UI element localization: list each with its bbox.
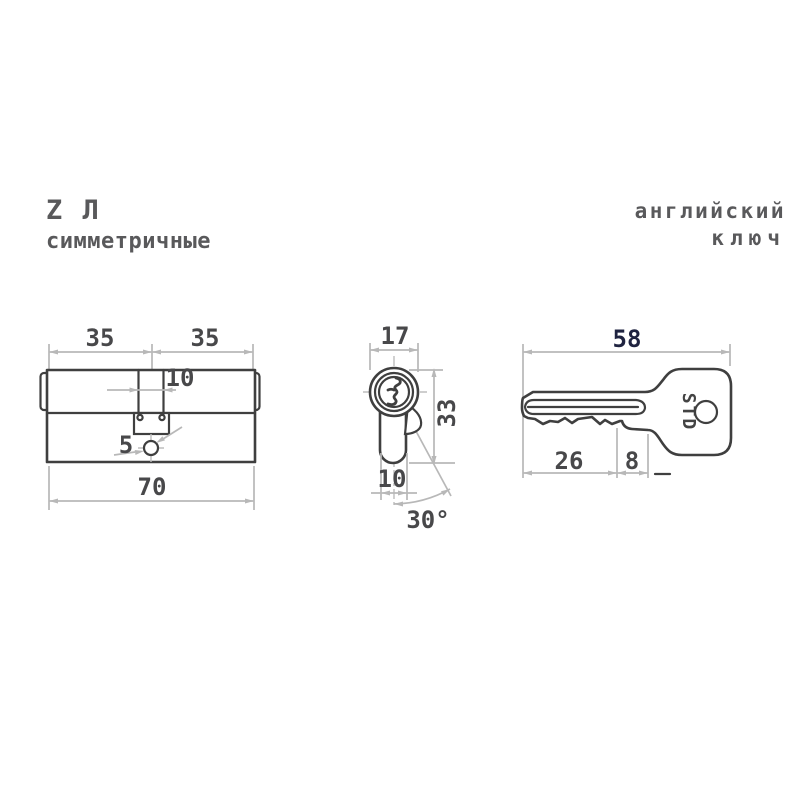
series-code: Z Л (46, 195, 101, 226)
dim-height: 33 (433, 398, 461, 428)
cylinder-side-view (30, 320, 270, 535)
key-stamp: STD (678, 392, 699, 432)
cylinder-side-dimensions-bottom (49, 466, 254, 510)
dim-diameter: 17 (380, 322, 410, 350)
dim-key-total-length: 58 (612, 325, 642, 353)
dim-cam-slot-width: 10 (165, 364, 195, 392)
dim-shoulder: 8 (624, 447, 640, 475)
key-type-line2: ключ (711, 226, 786, 250)
cylinder-side-dimensions-top (49, 324, 253, 371)
dim-blade-length: 26 (554, 447, 584, 475)
dim-body-width: 10 (377, 465, 407, 493)
key-dim-bottom (523, 428, 670, 478)
series-subtitle: симметричные (46, 229, 211, 254)
key-view (510, 320, 800, 495)
fixing-screw-hole (144, 441, 158, 455)
key-type-line1: английский (634, 199, 786, 223)
dim-total-length: 70 (137, 473, 167, 501)
dim-screw-hole: 5 (118, 431, 134, 459)
series-title-block (46, 197, 211, 253)
dim-left-half: 35 (85, 324, 115, 352)
cylinder-plug-outer-ring (370, 368, 418, 416)
key-type-title-block (635, 201, 786, 249)
front-dim-angle (394, 489, 450, 534)
dim-right-half: 35 (190, 324, 220, 352)
cylinder-front-view (355, 320, 485, 540)
key-outline-group (522, 369, 731, 455)
dim-cam-angle: 30° (406, 506, 450, 534)
cylinder-side-body (41, 370, 260, 462)
